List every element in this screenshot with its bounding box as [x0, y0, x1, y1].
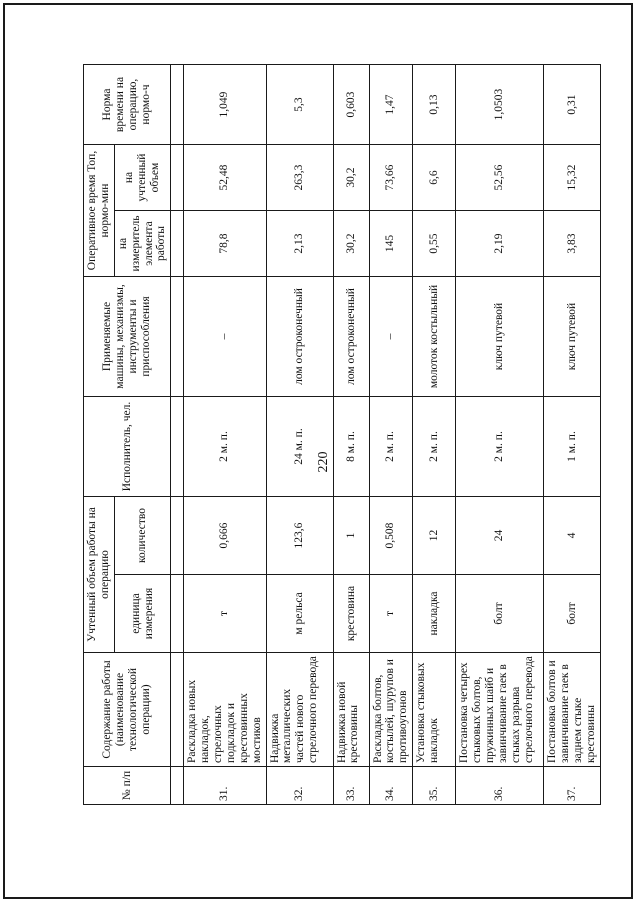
row-unit: м рельса — [266, 575, 333, 653]
table-row — [456, 65, 544, 805]
row-per-volume: 15,32 — [544, 145, 601, 211]
row-performer: 2 м. п. — [413, 397, 456, 497]
row-performer: 2 м. п. — [456, 397, 544, 497]
row-unit: болт — [456, 575, 544, 653]
header-qty: количество — [114, 497, 171, 575]
row-content: Установка стыковых накладок — [413, 653, 456, 767]
header-optime: Оперативное время Топ, нормо-мин — [84, 145, 115, 277]
row-norm: 5,3 — [266, 65, 333, 145]
operations-table — [83, 64, 601, 805]
page-number-text: 220 — [316, 451, 331, 473]
row-num: 33. — [333, 767, 369, 805]
spacer-cell — [171, 145, 184, 211]
row-num: 34. — [369, 767, 413, 805]
table-header — [84, 65, 171, 805]
row-num: 35. — [413, 767, 456, 805]
table-body — [171, 65, 601, 805]
row-num: 31. — [184, 767, 266, 805]
table-row — [544, 65, 601, 805]
spacer-cell — [171, 767, 184, 805]
row-num: 37. — [544, 767, 601, 805]
spacer-cell — [171, 397, 184, 497]
header-performer: Исполнитель, чел. — [84, 397, 171, 497]
row-performer: 8 м. п. — [333, 397, 369, 497]
row-norm: 0,31 — [544, 65, 601, 145]
spacer-cell — [171, 497, 184, 575]
row-content: Постановка болтов и завинчивание гаек в заднем стыке крестовины — [544, 653, 601, 767]
row-per-volume: 73,66 — [369, 145, 413, 211]
row-tools: ключ путевой — [456, 277, 544, 397]
row-unit: крестовина — [333, 575, 369, 653]
header-per-volume: на учтенный объем — [114, 145, 171, 211]
row-per-unit: 2,13 — [266, 211, 333, 277]
spacer-cell — [171, 211, 184, 277]
header-norm: Норма времени на операцию, нормо-ч — [84, 65, 171, 145]
row-qty: 123,6 — [266, 497, 333, 575]
row-per-volume: 6,6 — [413, 145, 456, 211]
spacer-row — [171, 65, 184, 805]
row-per-unit: 2,19 — [456, 211, 544, 277]
table-row — [369, 65, 413, 805]
row-num: 36. — [456, 767, 544, 805]
row-tools: ключ путевой — [544, 277, 601, 397]
row-unit: накладка — [413, 575, 456, 653]
row-norm: 0,13 — [413, 65, 456, 145]
row-tools: – — [184, 277, 266, 397]
row-norm: 1,47 — [369, 65, 413, 145]
row-tools: лом остроконечный — [333, 277, 369, 397]
row-per-volume: 52,56 — [456, 145, 544, 211]
table-row — [266, 65, 333, 805]
row-qty: 12 — [413, 497, 456, 575]
row-performer: 2 м. п. — [184, 397, 266, 497]
row-tools: лом остроконечный — [266, 277, 333, 397]
row-per-unit: 78,8 — [184, 211, 266, 277]
row-qty: 1 — [333, 497, 369, 575]
row-unit: болт — [544, 575, 601, 653]
row-per-volume: 52,48 — [184, 145, 266, 211]
row-norm: 1,0503 — [456, 65, 544, 145]
row-norm: 1,049 — [184, 65, 266, 145]
row-per-unit: 3,83 — [544, 211, 601, 277]
header-content: Содержание работы (наименование технологической операции) — [84, 653, 171, 767]
rotated-table-container — [83, 65, 597, 805]
row-content: Надвижка металлических частей нового стрелочного перевода — [266, 653, 333, 767]
header-tools: Применяемые машины, механизмы, инструменты и приспособления — [84, 277, 171, 397]
spacer-cell — [171, 653, 184, 767]
header-num: № п/п — [84, 767, 171, 805]
row-performer: 24 м. п. — [266, 397, 333, 497]
spacer-cell — [171, 65, 184, 145]
table-row — [413, 65, 456, 805]
row-per-unit: 0,55 — [413, 211, 456, 277]
row-content: Раскладка болтов, костылей, шурупов и противоугонов — [369, 653, 413, 767]
row-qty: 4 — [544, 497, 601, 575]
row-content: Надвижка новой крестовины — [333, 653, 369, 767]
row-tools: – — [369, 277, 413, 397]
row-unit: т — [184, 575, 266, 653]
row-per-volume: 30,2 — [333, 145, 369, 211]
spacer-cell — [171, 277, 184, 397]
row-tools: молоток костыльный — [413, 277, 456, 397]
spacer-cell — [171, 575, 184, 653]
header-volume: Учтенный объем работы на операцию — [84, 497, 115, 653]
row-content: Постановка четырех стыковых болтов, пружинных шайб и завинчивание гаек в стыках разрыва стрелочного перевода — [456, 653, 544, 767]
row-qty: 24 — [456, 497, 544, 575]
row-performer: 2 м. п. — [369, 397, 413, 497]
row-num: 32. — [266, 767, 333, 805]
row-per-unit: 30,2 — [333, 211, 369, 277]
row-per-volume: 263,3 — [266, 145, 333, 211]
table-row — [333, 65, 369, 805]
row-unit: т — [369, 575, 413, 653]
row-per-unit: 145 — [369, 211, 413, 277]
row-norm: 0,603 — [333, 65, 369, 145]
header-unit: единица измерения — [114, 575, 171, 653]
row-qty: 0,508 — [369, 497, 413, 575]
row-content: Раскладка новых накладок, стрелочных подкладок и крестовинных мостиков — [184, 653, 266, 767]
row-performer: 1 м. п. — [544, 397, 601, 497]
table-row — [184, 65, 266, 805]
row-qty: 0,666 — [184, 497, 266, 575]
header-per-unit: на измеритель элемента работы — [114, 211, 171, 277]
